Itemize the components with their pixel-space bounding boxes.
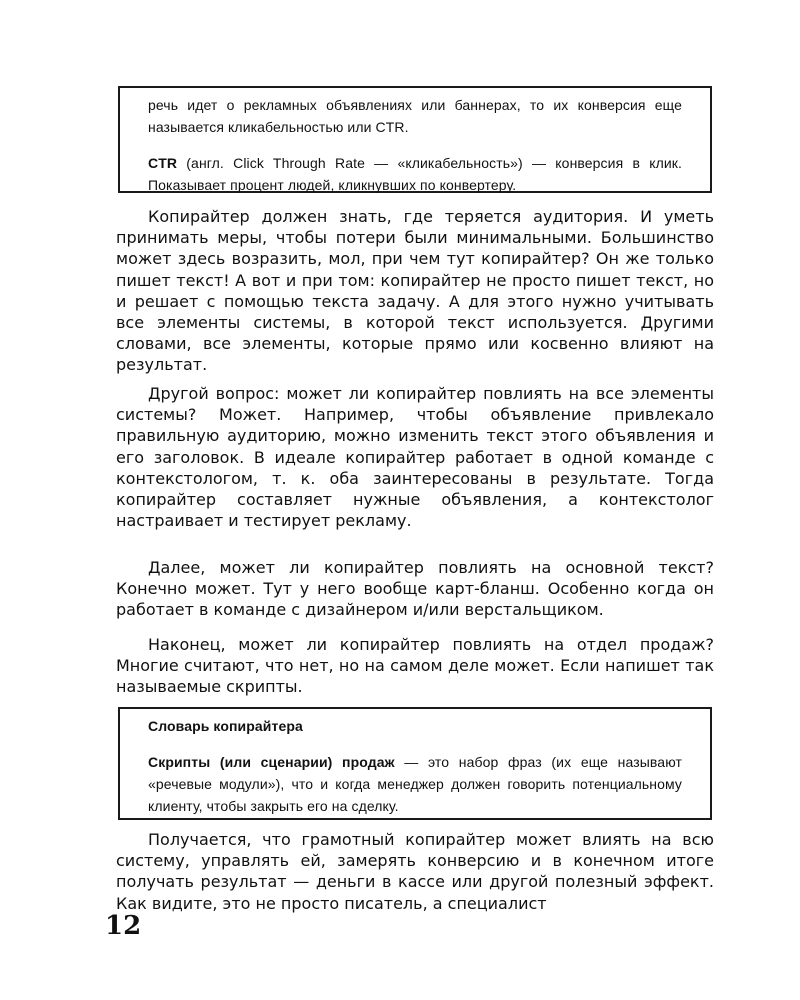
paragraph-1: [116, 206, 714, 376]
dictionary-box: [118, 707, 712, 820]
paragraph-text: Наконец, может ли копирайтер повлиять на отдел продаж? Многие считают, что нет, но на самом деле может. Если напишет так называемые скрипты.: [116, 635, 714, 697]
paragraph-text: Копирайтер должен знать, где теряется аудитория. И уметь принимать меры, чтобы потери были минимальными. Большинство может здесь возразить, мол, при чем тут копирайтер? Он же только пишет текст! А вот и при том: копирайтер не просто пишет текст, но и решает с помощью текста задачу. А для этого нужно учитывать все элементы системы, в которой текст используется. Другими словами, все элементы, которые прямо или косвенно влияют на результат.: [116, 207, 714, 375]
paragraph-4: [116, 634, 714, 698]
dictionary-heading: Словарь копирайтера: [148, 718, 303, 734]
paragraph-2: [116, 383, 714, 531]
page-number: 12: [105, 911, 142, 941]
ctr-term: CTR: [148, 155, 178, 171]
box-text-intro: речь идет о рекламных объявлениях или баннерах, то их конверсия еще называется кликабельностью или CTR.: [148, 97, 682, 135]
paragraph-text: Далее, может ли копирайтер повлиять на основной текст? Конечно может. Тут у него вообще карт-бланш. Особенно когда он работает в команде с дизайнером и/или верстальщиком.: [116, 558, 714, 620]
scripts-definition-text: — это набор фраз (их еще называют «речевые модули»), что и когда менеджер должен говорить потенциальному клиенту, чтобы закрыть его на сделку.: [148, 754, 682, 814]
paragraph-5: [116, 829, 714, 914]
box-gap: [148, 138, 682, 152]
scripts-term: Скрипты (или сценарии) продаж: [148, 754, 395, 770]
ctr-definition-text: (англ. Click Through Rate — «кликабельность») — конверсия в клик. Показывает процент людей, кликнувших по конвертеру.: [148, 155, 682, 193]
paragraph-text: Другой вопрос: может ли копирайтер повлиять на все элементы системы? Может. Например, чтобы объявление привлекало правильную аудиторию, можно изменить текст этого объявления и его заголовок. В идеале копирайтер работает в одной команде с контекстологом, т. к. оба заинтересованы в результате. Тогда копирайтер составляет нужные объявления, а контекстолог настраивает и тестирует рекламу.: [116, 384, 714, 531]
paragraph-3: [116, 557, 714, 621]
paragraph-text: Получается, что грамотный копирайтер может влиять на всю систему, управлять ей, замерять конверсию и в конечном итоге получать результат — деньги в кассе или другой полезный эффект. Как видите, это не просто писатель, а специалист: [116, 830, 714, 913]
scripts-definition: [148, 751, 682, 817]
definition-box-ctr: [118, 86, 712, 193]
ctr-definition: [148, 152, 682, 196]
box-gap: [148, 737, 682, 751]
